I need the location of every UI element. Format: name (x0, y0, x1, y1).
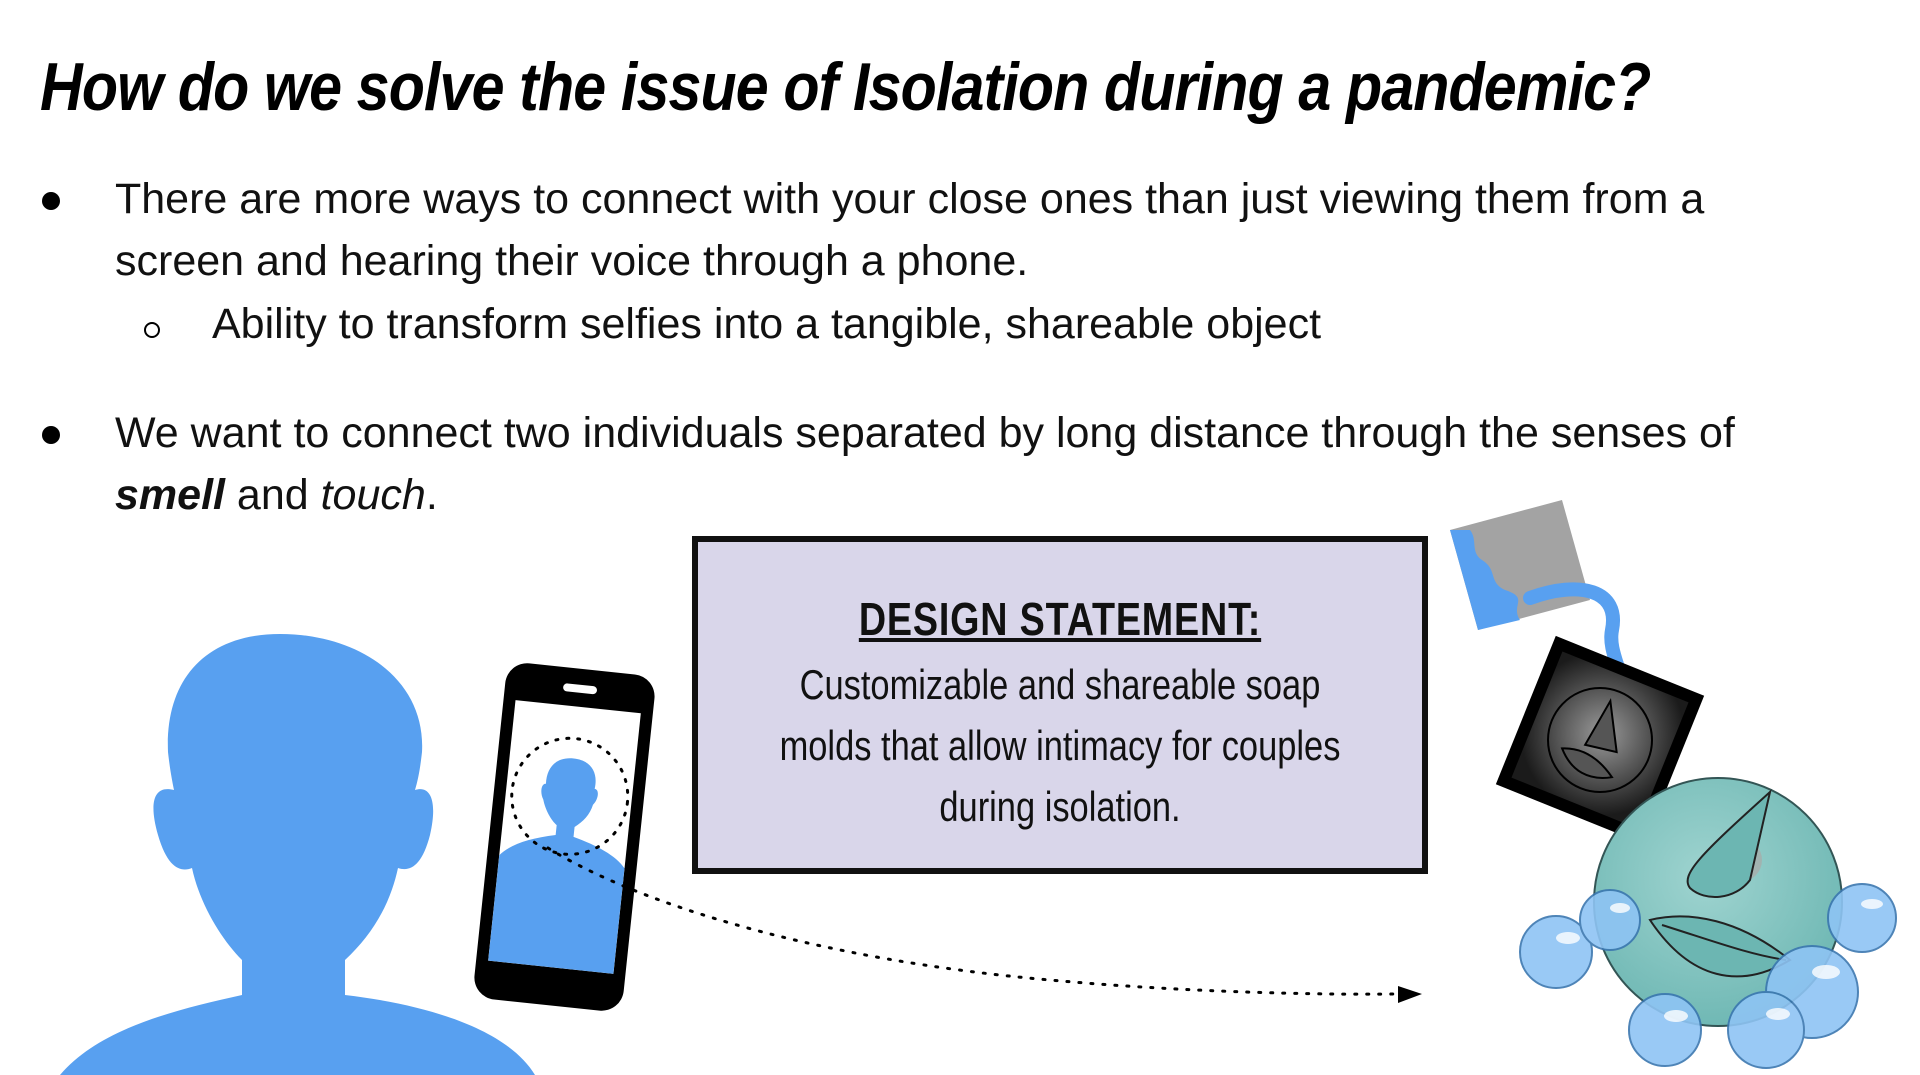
slide-title: How do we solve the issue of Isolation during a pandemic? (40, 49, 1651, 125)
period: . (425, 471, 438, 519)
bullet-2-line-1: We want to connect two individuals separated by long distance through the senses of (115, 409, 1735, 457)
emphasis-touch: touch (320, 471, 426, 519)
bullet-1-sub-1: Ability to transform selfies into a tangible, shareable object (212, 300, 1322, 348)
design-statement-line: molds that allow intimacy for couples (779, 722, 1341, 769)
design-statement-line: Customizable and shareable soap (799, 661, 1321, 708)
smartphone-icon (472, 661, 657, 1013)
design-statement-line: during isolation. (939, 783, 1181, 830)
bullet-1-line-1: There are more ways to connect with your close ones than just viewing them from a (115, 175, 1705, 223)
design-statement-heading: DESIGN STATEMENT: (858, 593, 1262, 645)
connector-text: and (224, 471, 321, 519)
design-statement-box (692, 536, 1428, 874)
emphasis-smell: smell (115, 471, 225, 519)
bullet-1-line-2: screen and hearing their voice through a phone. (115, 237, 1029, 285)
person-silhouette-icon (60, 634, 535, 1075)
